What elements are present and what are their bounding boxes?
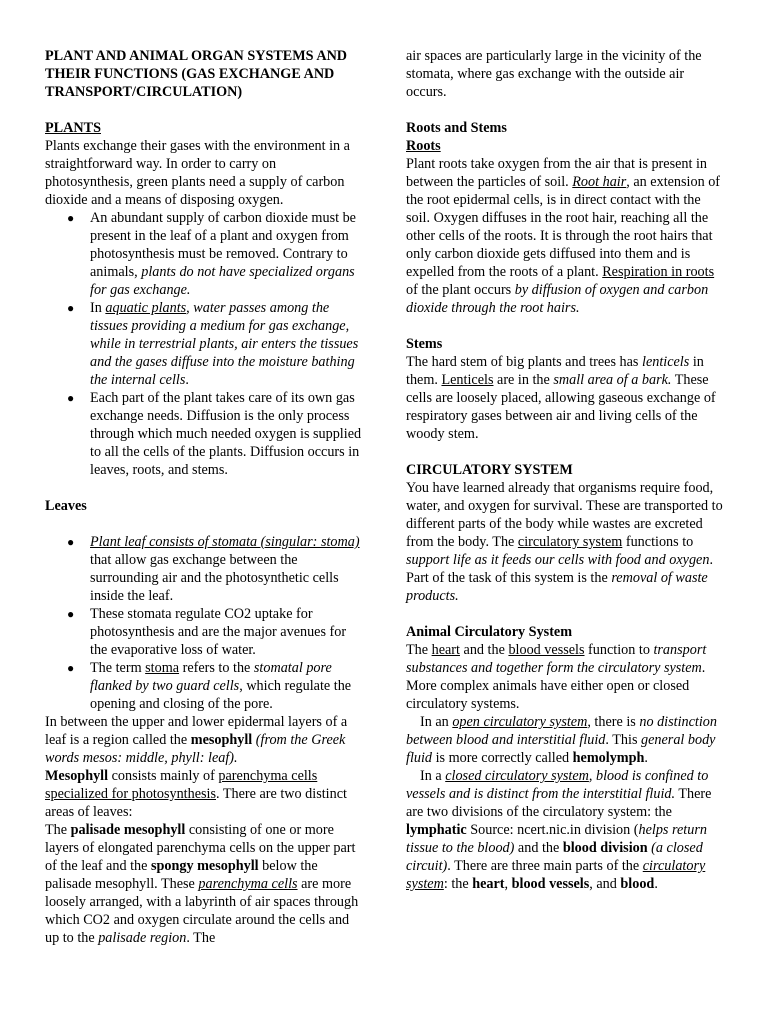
palisade-paragraph: The palisade mesophyll consisting of one or more layers of elongated parenchyma cells on the upper part of the leaf and the spongy mesophyll below the palisade mesophyll. These parenchyma cells are more loosely arranged, with a labyrinth of air spaces through which CO2 and oxygen circulate around the cells and up to the palisade region. The (45, 822, 359, 946)
list-item: ● In aquatic plants, water passes among the tissues providing a medium for gas exchange, while in terrestrial plants, air enters the tissues and the gases diffuse into the moisture bathing the internal cells. (67, 300, 359, 388)
roots-heading: Roots (406, 138, 441, 154)
bullet-icon: ● (67, 535, 75, 549)
document-title: PLANT AND ANIMAL ORGAN SYSTEMS AND THEIR FUNCTIONS (GAS EXCHANGE AND TRANSPORT/CIRCULATION) (45, 48, 348, 100)
bullet-icon: ● (67, 661, 75, 675)
circulatory-system-heading: CIRCULATORY SYSTEM (406, 462, 573, 478)
animal-circulatory-heading: Animal Circulatory System (406, 624, 573, 640)
aquatic-plants-link: aquatic plants (105, 300, 187, 316)
right-column (406, 47, 726, 893)
mesophyll-paragraph: In between the upper and lower epidermal layers of a leaf is a region called the mesophyll (from the Greek words mesos: middle, phyll: leaf). (45, 714, 348, 766)
stems-paragraph: The hard stem of big plants and trees has lenticels in them. Lenticels are in the small area of a bark. These cells are loosely placed, allowing gaseous exchange of respiratory gases between air and living cells of the woody stem. (406, 354, 716, 442)
list-item: ● These stomata regulate CO2 uptake for photosynthesis and are the major avenues for the evaporative loss of water. (67, 606, 347, 658)
leaves-heading: Leaves (45, 498, 87, 514)
stems-heading: Stems (406, 336, 443, 352)
list-item: ● Plant leaf consists of stomata (singular: stoma) that allow gas exchange between the surrounding air and the photosynthetic cells inside the leaf. (67, 534, 360, 604)
mesophyll-composition-paragraph: Mesophyll consists mainly of parenchyma cells specialized for photosynthesis. There are two distinct areas of leaves: (45, 768, 347, 820)
bullet-icon: ● (67, 607, 75, 621)
leaves-bullet-list (45, 533, 363, 713)
roots-and-stems-heading: Roots and Stems (406, 120, 507, 136)
closed-system-paragraph: In a closed circulatory system, blood is confined to vessels and is distinct from the interstitial fluid. There are two divisions of the circulatory system: the lymphatic Source: ncert.nic.in division (helps return tissue to the blood) and the blood division (a closed circuit). There are three main parts of the circulatory system: the heart, blood vessels, and blood. (406, 768, 712, 892)
bullet-icon: ● (67, 301, 75, 315)
bullet-icon: ● (67, 391, 75, 405)
list-item: ● The term stoma refers to the stomatal pore flanked by two guard cells, which regulate the opening and closing of the pore. (67, 660, 352, 712)
continued-paragraph: air spaces are particularly large in the vicinity of the stomata, where gas exchange with the outside air occurs. (406, 48, 702, 100)
bullet-icon: ● (67, 211, 75, 225)
left-column (45, 47, 363, 947)
list-item: ● Each part of the plant takes care of its own gas exchange needs. Diffusion is the only process through which much needed oxygen is supplied to all the cells of the plants. Diffusion occurs in leaves, roots, and stems. (67, 390, 362, 478)
plants-intro: Plants exchange their gases with the environment in a straightforward way. In order to carry on photosynthesis, green plants need a supply of carbon dioxide and a means of disposing oxygen. (45, 138, 350, 208)
animal-circulatory-paragraph: The heart and the blood vessels function to transport substances and together form the circulatory system. More complex animals have either open or closed circulatory systems. (406, 642, 707, 712)
roots-paragraph: Plant roots take oxygen from the air that is present in between the particles of soil. Root hair, an extension of the root epidermal cells, is in direct contact with the soil. Oxygen diffuses in the root hair, reaching all the other cells of the roots. It is through the root hairs that only carbon dioxide gets diffused into them and is expelled from the roots of a plant. Respiration in roots of the plant occurs by diffusion of oxygen and carbon dioxide through the root hairs. (406, 156, 721, 316)
list-item: ● An abundant supply of carbon dioxide must be present in the leaf of a plant and oxygen from photosynthesis must be removed. Contrary to animals, plants do not have specialized organs for gas exchange. (67, 210, 356, 298)
circulatory-paragraph: You have learned already that organisms require food, water, and oxygen for survival. These are transported to different parts of the body while wastes are excreted from the body. The circulatory system functions to support life as it feeds our cells with food and oxygen. Part of the task of this system is the removal of waste products. (406, 480, 723, 604)
plants-heading: PLANTS (45, 120, 101, 136)
open-system-paragraph: In an open circulatory system, there is no distinction between blood and interstitial fluid. This general body fluid is more correctly called hemolymph. (406, 714, 717, 766)
plants-bullet-list (45, 209, 363, 479)
